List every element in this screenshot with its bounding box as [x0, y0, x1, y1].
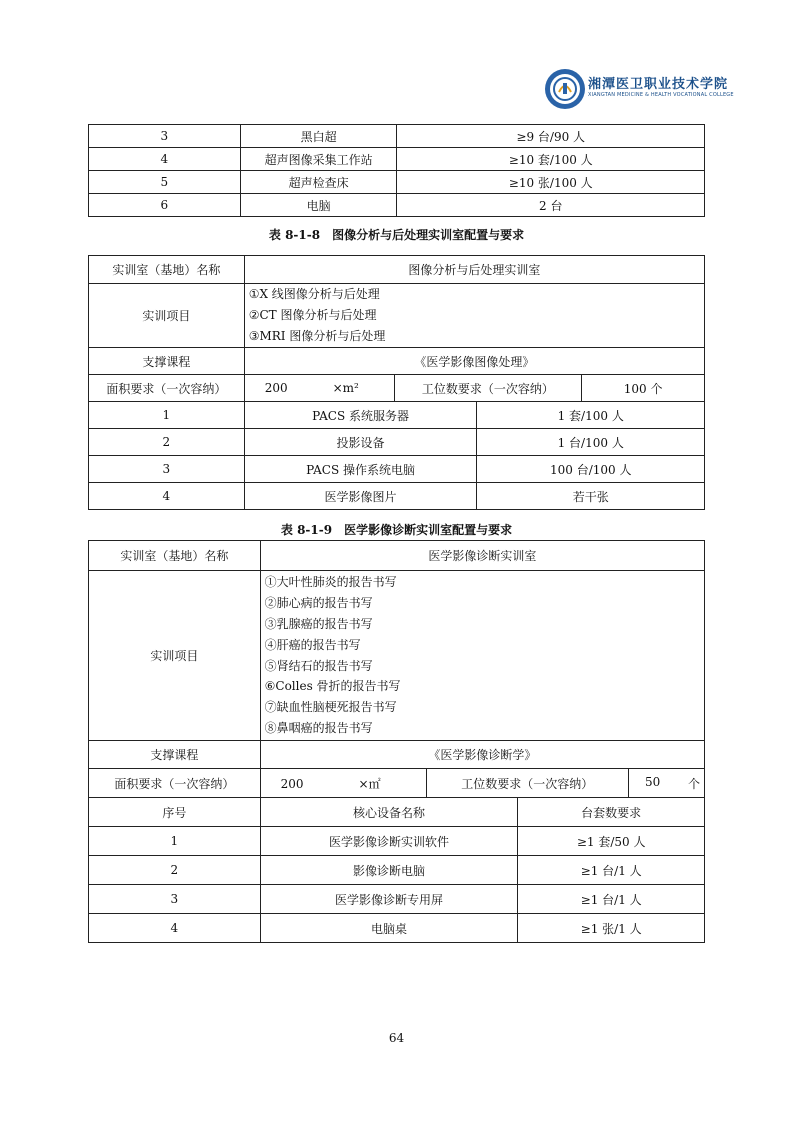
table-row: [89, 375, 705, 402]
station-label: 工位数要求（一次容纳）: [394, 375, 582, 402]
list-item: ⑦缺血性脑梗死报告书写: [264, 700, 397, 715]
table-row: 5 超声检查床 ≥10 张/100 人: [89, 171, 705, 194]
column-header-req: 台套数要求: [518, 798, 705, 827]
list-item: ③MRI 图像分析与后处理: [248, 329, 386, 343]
table-row: [89, 284, 705, 348]
area-unit: ×㎡: [358, 776, 381, 791]
list-item: ⑧鼻咽癌的报告书写: [264, 720, 373, 735]
table-row: 4 超声图像采集工作站 ≥10 套/100 人: [89, 148, 705, 171]
list-item: ①大叶性肺炎的报告书写: [264, 575, 397, 590]
column-header-name: 核心设备名称: [260, 798, 518, 827]
table-row: [89, 256, 705, 284]
room-label: 实训室（基地）名称: [89, 541, 261, 571]
table-row: 1 PACS 系统服务器 1 套/100 人: [89, 402, 705, 429]
table-row: 1 医学影像诊断实训软件 ≥1 套/50 人: [89, 827, 705, 856]
table-row: [89, 741, 705, 769]
station-value: 50 个: [629, 769, 705, 798]
college-name-en: XIANGTAN MEDICINE & HEALTH VOCATIONAL COLLEGE: [588, 92, 734, 98]
table-row: [89, 571, 705, 741]
list-item: ④肝癌的报告书写: [264, 637, 361, 652]
project-label: 实训项目: [89, 284, 245, 348]
station-label: 工位数要求（一次容纳）: [426, 769, 629, 798]
college-name: 湘潭医卫职业技术学院: [588, 77, 729, 92]
course-label: 支撑课程: [89, 348, 245, 375]
image-analysis-lab-table: [88, 255, 705, 510]
course-value: 《医学影像图像处理》: [244, 348, 704, 375]
column-header-no: 序号: [89, 798, 261, 827]
area-unit: ×m²: [332, 381, 359, 395]
table-row: 6 电脑 2 台: [89, 194, 705, 217]
course-value: 《医学影像诊断学》: [260, 741, 704, 769]
table-row: 4 电脑桌 ≥1 张/1 人: [89, 914, 705, 943]
imaging-diagnosis-lab-table: [88, 540, 705, 943]
table-caption-8-1-9: 表 8-1-9 医学影像诊断实训室配置与要求: [280, 523, 513, 537]
station-value: 100 个: [582, 375, 705, 402]
course-label: 支撑课程: [89, 741, 261, 769]
equipment-table-continued: [88, 124, 705, 217]
list-item: ①X 线图像分析与后处理: [248, 287, 380, 301]
list-item: ②CT 图像分析与后处理: [248, 308, 377, 322]
area-value: 200 ×㎡: [260, 769, 426, 798]
list-item: ⑥Colles 骨折的报告书写: [264, 679, 401, 694]
table-row: [89, 769, 705, 798]
table-row: 4 医学影像图片 若干张: [89, 483, 705, 510]
project-list: [260, 571, 704, 741]
area-value: 200 ×m²: [244, 375, 394, 402]
room-value: 图像分析与后处理实训室: [244, 256, 704, 284]
project-label: 实训项目: [89, 571, 261, 741]
table-row: 3 PACS 操作系统电脑 100 台/100 人: [89, 456, 705, 483]
project-list: [244, 284, 704, 348]
table-row: 3 医学影像诊断专用屏 ≥1 台/1 人: [89, 885, 705, 914]
table-row: [89, 541, 705, 571]
page-number: 64: [388, 1031, 405, 1045]
table-row: [89, 348, 705, 375]
room-label: 实训室（基地）名称: [89, 256, 245, 284]
table-row: 2 投影设备 1 台/100 人: [89, 429, 705, 456]
area-label: 面积要求（一次容纳）: [89, 375, 245, 402]
table-row: 2 影像诊断电脑 ≥1 台/1 人: [89, 856, 705, 885]
table-row: 3 黑白超 ≥9 台/90 人: [89, 125, 705, 148]
list-item: ⑤肾结石的报告书写: [264, 658, 373, 673]
room-value: 医学影像诊断实训室: [260, 541, 704, 571]
list-item: ②肺心病的报告书写: [264, 596, 373, 611]
table-caption-8-1-8: 表 8-1-8 图像分析与后处理实训室配置与要求: [268, 228, 525, 242]
table-header-row: [89, 798, 705, 827]
area-label: 面积要求（一次容纳）: [89, 769, 261, 798]
list-item: ③乳腺癌的报告书写: [264, 616, 373, 631]
